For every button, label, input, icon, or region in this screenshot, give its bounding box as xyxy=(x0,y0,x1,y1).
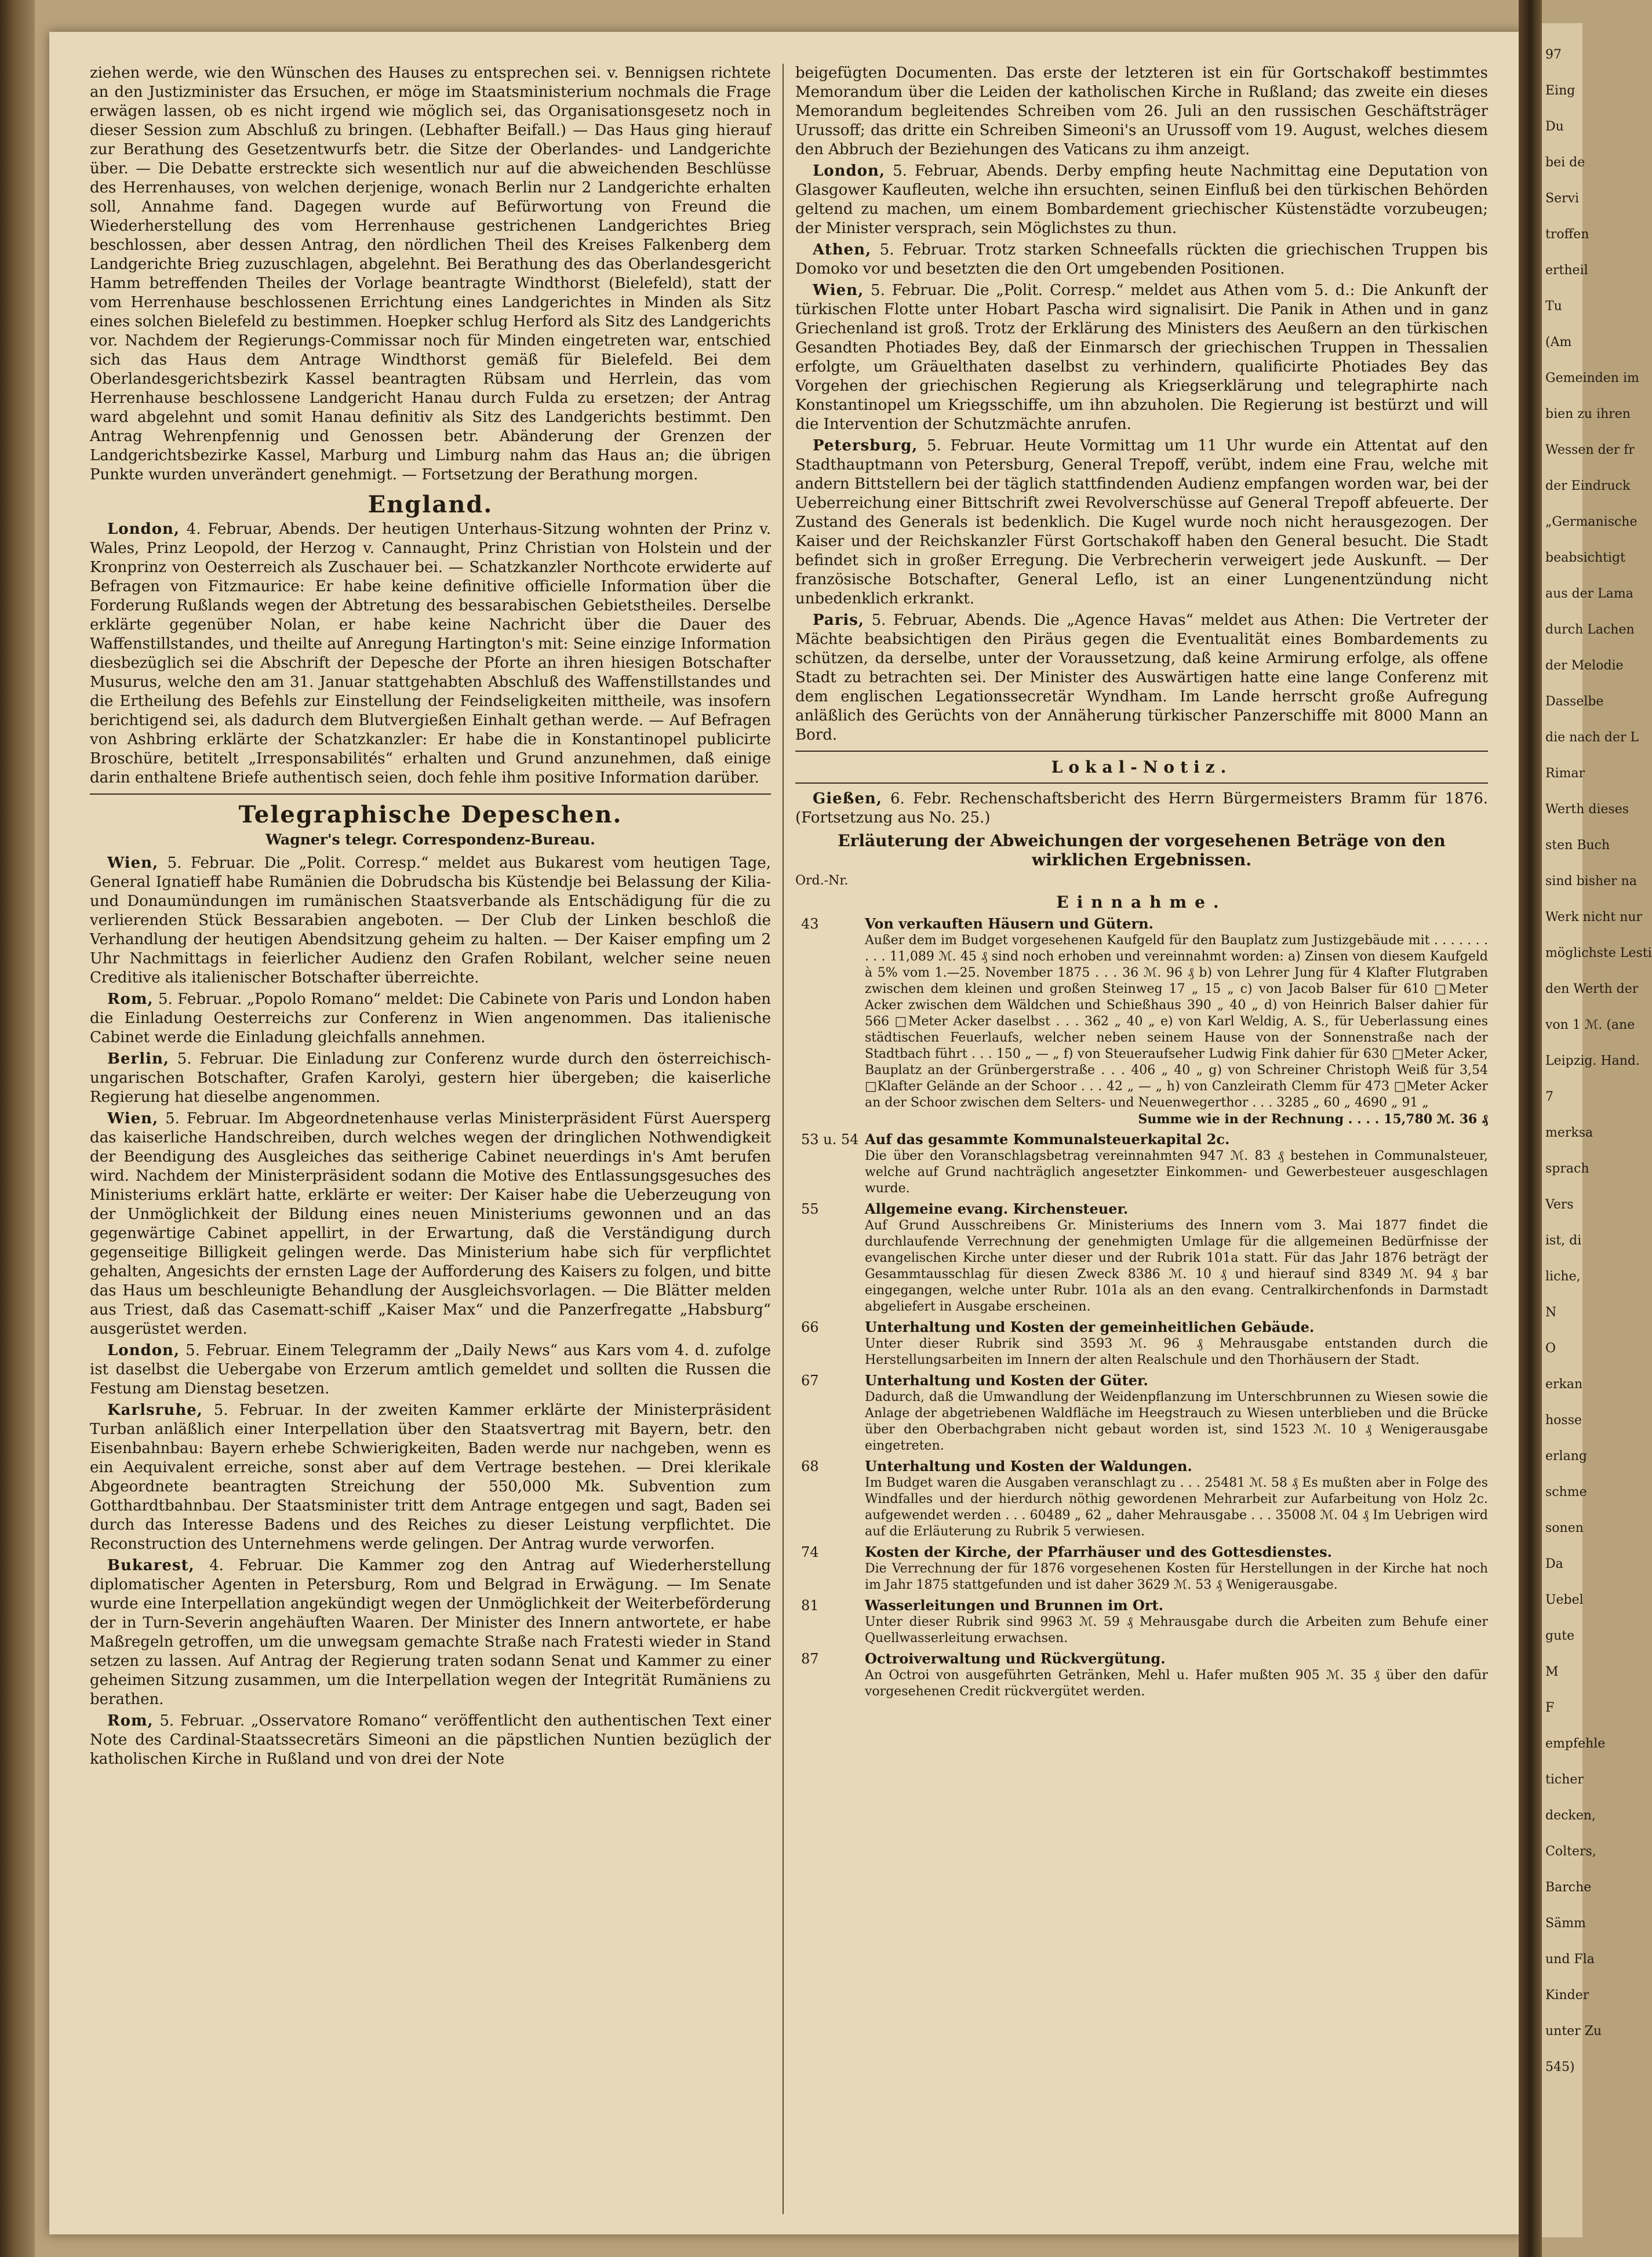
adjacent-page-fragment: Rimar xyxy=(1545,766,1585,781)
dispatch-text: 5. Februar. Im Abgeordnetenhause verlas Ministerpräsident Fürst Auersperg das kaiserliche Handschreiben, durch welches wegen der dringlichen Nothwendigkeit der Beendigung des Ausgleiches das seitherige Cabinet neuerdings in's Amt berufen wird. Nachdem der Ministerpräsident sodann die Motive des Entlassungsgesuches des Ministeriums erklärt hatte, erklärte er weiter: Der Kaiser habe die Ueberzeugung von der Unmöglichkeit der Bildung eines neuen Ministeriums gewonnen und an das gegenwärtige Cabinet appellirt, in der Erwartung, daß die Verständigung durch gegenseitige Billigkeit gelingen werde. Das Ministerium habe sich für verpflichtet gehalten, Angesichts der ernsten Lage der Aufforderung des Kaisers zu folgen, und bitte das Haus um beschleunigte Behandlung der Ausgleichsvorlagen. — Die Blätter melden aus Triest, daß das Casematt-schiff „Kaiser Max“ und die Panzerfregatte „Habsburg“ ausgerüstet werden. xyxy=(90,1110,771,1338)
dispatch xyxy=(90,1401,771,1554)
dateline: Rom, xyxy=(107,1712,154,1730)
adjacent-page-fragment: die nach der L xyxy=(1545,730,1639,745)
dateline: Athen, xyxy=(813,241,872,259)
article-text: 6. Febr. Rechenschaftsbericht des Herrn Bürgermeisters Bramm für 1876. (Fortsetzung aus No. 25.) xyxy=(795,790,1488,827)
item-text: Die über den Voranschlagsbetrag vereinnahmten 947 ℳ. 83 ₰ bestehen in Communalsteuer, welche auf Grund nachträglich angesetzter Einkommen- und Gewerbesteuer ausgeschlagen wurde. xyxy=(865,1149,1488,1196)
adjacent-page-fragment: unter Zu xyxy=(1545,2024,1602,2038)
item-title: Allgemeine evang. Kirchensteuer. xyxy=(865,1200,1129,1217)
item-total: Summe wie in der Rechnung . . . . 15,780 ℳ. 36 ₰ xyxy=(1138,1112,1488,1127)
account-item xyxy=(795,1131,1488,1197)
adjacent-page-fragment: 545) xyxy=(1545,2060,1575,2074)
item-body xyxy=(865,1458,1488,1540)
dispatch xyxy=(795,162,1488,238)
item-title: Kosten der Kirche, der Pfarrhäuser und des Gottesdienstes. xyxy=(865,1544,1332,1560)
adjacent-page-fragment: von 1 ℳ. (ane xyxy=(1545,1018,1635,1032)
item-number: 87 xyxy=(801,1651,819,1667)
adjacent-page-fragment: Kinder xyxy=(1545,1988,1589,2003)
dateline: Wien, xyxy=(813,282,864,299)
item-title: Wasserleitungen und Brunnen im Ort. xyxy=(865,1597,1163,1614)
item-title: Von verkauften Häusern und Gütern. xyxy=(865,915,1154,932)
adjacent-page-fragment: Wessen der fr xyxy=(1545,443,1635,457)
column-right xyxy=(795,64,1488,1703)
adjacent-page-fragment: erkan xyxy=(1545,1377,1583,1392)
dispatch xyxy=(90,854,771,988)
adjacent-page-fragment: möglichste Lesti xyxy=(1545,946,1652,960)
item-body xyxy=(865,1131,1488,1197)
dateline: London, xyxy=(107,520,180,538)
book-binding-left xyxy=(0,0,35,2257)
adjacent-page-fragment: Werth dieses xyxy=(1545,802,1629,817)
table-header xyxy=(795,873,1488,889)
dispatch-text: 5. Februar. Einem Telegramm der „Daily News“ aus Kars vom 4. d. zufolge ist daselbst die Uebergabe von Erzerum amtlich gemeldet und sollten die Russen die Festung am Dienstag besetzen. xyxy=(90,1342,771,1397)
adjacent-page-fragment: „Germanische xyxy=(1545,515,1638,529)
dateline: Wien, xyxy=(107,1110,159,1127)
adjacent-page-fragment: hosse xyxy=(1545,1413,1582,1428)
dispatch-list xyxy=(90,854,771,1769)
dateline: London, xyxy=(107,1342,180,1359)
book-gutter xyxy=(1519,0,1542,2257)
section-heading-england: England. xyxy=(367,491,493,518)
item-number: 67 xyxy=(801,1373,819,1389)
divider xyxy=(795,751,1488,752)
item-text: An Octroi von ausgeführten Getränken, Mehl u. Hafer mußten 905 ℳ. 35 ₰ über den dafür vorgesehenen Credit rückvergütet werden. xyxy=(865,1668,1488,1699)
adjacent-page-fragment: erlang xyxy=(1545,1449,1587,1464)
local-intro xyxy=(795,789,1488,828)
dateline: Karlsruhe, xyxy=(107,1401,203,1419)
item-number: 43 xyxy=(801,916,819,932)
report-title: Erläuterung der Abweichungen der vorgesehenen Beträge von den wirklichen Ergebnissen. xyxy=(838,831,1446,869)
dateline: London, xyxy=(813,162,886,180)
adjacent-page-fragment: Barche xyxy=(1545,1880,1592,1895)
adjacent-page-fragment: (Am xyxy=(1545,335,1572,350)
dispatch-text: 4. Februar. Die Kammer zog den Antrag auf Wiederherstellung diplomatischer Agenten in Petersburg, Rom und Belgrad in Erwägung. — Im Senate wurde eine Interpellation angekündigt wegen der Unmöglichkeit der Weiterbeförderung der in Turn-Severin angehäuften Waaren. Der Minister des Innern antwortete, er habe Maßregeln getroffen, um die unwegsam gemachte Straße nach Fratesti wieder in Stand setzen zu lassen. Auf Antrag der Regierung traten sodann Senat und Kammer zu einer geheimen Sitzung zusammen, um die Interpellation wegen der Integrität Rumäniens zu berathen. xyxy=(90,1557,771,1708)
adjacent-page-fragment: ist, di xyxy=(1545,1233,1582,1248)
item-number: 55 xyxy=(801,1201,819,1217)
adjacent-page-fragment: ticher xyxy=(1545,1772,1584,1787)
item-title: Unterhaltung und Kosten der gemeinheitlichen Gebäude. xyxy=(865,1319,1315,1335)
adjacent-page-fragment: und Fla xyxy=(1545,1952,1595,1967)
adjacent-page-strip xyxy=(1542,23,1652,2237)
adjacent-page-fragment: beabsichtigt xyxy=(1545,551,1625,565)
dateline: Bukarest, xyxy=(107,1557,195,1574)
item-number: 68 xyxy=(801,1458,819,1475)
item-body xyxy=(865,1544,1488,1593)
article-continuation: ziehen werde, wie den Wünschen des Hauses zu entsprechen sei. v. Bennigsen richtete an den Justizminister das Ersuchen, er möge im Staatsministerium nochmals die Frage erwägen lassen, ob es nicht irgend wie möglich sei, das Organisationsgesetz noch in dieser Session zum Abschluß zu bringen. (Lebhafter Beifall.) — Das Haus ging hierauf zur Berathung des Gesetzentwurfs betr. die Sitze der Oberlandes- und Landgerichte über. — Die Debatte erstreckte sich wesentlich nur auf die abweichenden Beschlüsse des Herrenhauses, von welchen derjenige, wonach Berlin nur 2 Landgerichte erhalten soll, Annahme fand. Dagegen wurde auf Befürwortung von Freund die Wiederherstellung des vom Herrenhause gestrichenen Landgerichtes Brieg beschlossen, aber dessen Antrag, den nördlichen Theil des Kreises Falkenberg dem Landgerichte Brieg zuzuschlagen, abgelehnt. Bei Berathung des das Oberlandesgericht Hamm betreffenden Theiles der Vorlage beantragte Windthorst (Bielefeld), statt der vom Herrenhause beschlossenen Errichtung eines Landgerichtes in Minden als Sitz eines solchen Bielefeld zu bestimmen. Hoepker schlug Herford als Sitz des Landgerichts vor. Nachdem der Regierungs-Commissar noch für Minden eingetreten war, entschied sich das Haus dem Antrage Windthorst gemäß für Bielefeld. Bei dem Oberlandesgerichtsbezirk Kassel beantragten Rübsam und Herrlein, das vom Herrenhause beschlossene Landgericht Hanau durch Fulda zu ersetzen; der Antrag ward abgelehnt und somit Hanau definitiv als Sitz des Landgerichts bestimmt. Den Antrag Wehrenpfennig und Genossen betr. Abänderung der Grenzen der Landgerichtsbezirke Kassel, Marburg und Limburg nahm das Haus an; die übrigen Punkte wurden unverändert genehmigt. — Fortsetzung der Berathung morgen. xyxy=(90,64,771,483)
adjacent-page-fragment: aus der Lama xyxy=(1545,587,1633,601)
account-item xyxy=(795,1372,1488,1454)
adjacent-page-fragment: decken, xyxy=(1545,1808,1596,1823)
adjacent-page-fragment: M xyxy=(1545,1665,1559,1679)
item-body xyxy=(865,1372,1488,1454)
dateline: Petersburg, xyxy=(813,437,918,454)
adjacent-page-fragment: bien zu ihren xyxy=(1545,407,1631,421)
dateline: Paris, xyxy=(813,611,864,629)
dispatch xyxy=(795,611,1488,745)
adjacent-page-fragment: merksa xyxy=(1545,1126,1593,1140)
account-item xyxy=(795,1319,1488,1368)
adjacent-page-fragment: Da xyxy=(1545,1557,1563,1571)
adjacent-page-fragment: Leipzig. Hand. xyxy=(1545,1054,1640,1068)
item-text: Die Verrechnung der für 1876 vorgesehenen Kosten für Herstellungen in der Kirche hat noch im Jahr 1875 stattgefunden und ist daher 3629 ℳ. 53 ₰ Wenigerausgabe. xyxy=(865,1561,1488,1592)
adjacent-page-fragment: O xyxy=(1545,1341,1556,1356)
item-text: Auf Grund Ausschreibens Gr. Ministeriums des Innern vom 3. Mai 1877 findet die durchlaufende Verrechnung der genehmigten Umlage für die allgemeinen Bedürfnisse der evangelischen Kirche unter dieser und der Rubrik 101a statt. Für das Jahr 1876 beträgt der Gesammtausschlag für diesen Zweck 8386 ℳ. 10 ₰ und hierauf sind 8349 ℳ. 94 ₰ bar eingegangen, welche unter Rubr. 101a als an den evang. Centralkirchenfonds in Darmstadt abgeliefert in Ausgabe erscheinen. xyxy=(865,1218,1488,1314)
item-body xyxy=(865,1200,1488,1315)
item-body xyxy=(865,1650,1488,1700)
account-item xyxy=(795,1650,1488,1700)
column-divider xyxy=(783,64,784,2214)
column-left xyxy=(90,64,771,1771)
dispatch-list xyxy=(795,162,1488,745)
adjacent-page-fragment: sind bisher na xyxy=(1545,874,1637,889)
dispatch-text: 5. Februar. Die Einladung zur Conferenz wurde durch den österreichisch-ungarischen Botschafter, Grafen Karolyi, gestern hier übergeben; die kaiserliche Regierung hat dieselbe angenommen. xyxy=(90,1050,771,1106)
einnahme-heading: Einnahme. xyxy=(1056,893,1227,912)
item-text: Außer dem im Budget vorgesehenen Kaufgeld für den Bauplatz zum Justizgebäude mit . . . . . . . . . . 11,089 ℳ. 45 ₰ sind noch erhoben und vereinnahmt worden: a) Zinsen von diesem Kaufgeld à 5% vom 1.—25. November 1875 . . . 36 ℳ. 96 ₰ b) von Lehrer Jung für 4 Klafter Flutgraben zwischen dem kleinen und großen Steinweg 17 „ 15 „ c) von Jacob Balser für 610 □Meter Acker zwischen dem Wäldchen und Schießhaus 390 „ 40 „ d) von Heinrich Balser dahier für 566 □Meter Acker daselbst . . . 362 „ 40 „ e) von Karl Weldig, A. S., für Ueberlassung eines städtischen Feuerlaufs, welcher neben seinem Hause von der Sonnenstraße nach der Stadtbach führt . . . 150 „ — „ f) von Steueraufseher Ludwig Fink dahier für 630 □Meter Acker, Bauplatz an der Grünbergerstraße . . . 406 „ 40 „ g) von Schreiner Christoph Weiß für 3,54 □Klafter Gelände an der Schoor . . . 42 „ — „ h) von Canzleirath Clemm für 473 □Meter Acker an der Schoor zwischen dem Selters- und Neuenwegerthor . . . 3285 „ 60 „ 4690 „ 91 „ xyxy=(865,933,1488,1110)
adjacent-page-fragment: Tu xyxy=(1545,299,1562,314)
item-body xyxy=(865,1597,1488,1647)
dispatch xyxy=(90,1712,771,1769)
account-item xyxy=(795,1597,1488,1647)
section-heading-local: Lokal-Notiz. xyxy=(1051,758,1232,777)
dispatch-text: 5. Februar. „Popolo Romano“ meldet: Die Cabinete von Paris und London haben die Einladung Oesterreichs zur Conferenz in Wien angenommen. Das italienische Cabinet werde die Einladung gleichfalls annehmen. xyxy=(90,991,771,1046)
adjacent-page-fragment: Colters, xyxy=(1545,1844,1596,1859)
adjacent-page-fragment: liche, xyxy=(1545,1269,1581,1284)
adjacent-page-fragment: ertheil xyxy=(1545,263,1588,278)
item-number: 53 u. 54 xyxy=(801,1131,859,1148)
adjacent-page-fragment: troffen xyxy=(1545,227,1589,242)
adjacent-page-fragment: den Werth der xyxy=(1545,982,1639,996)
account-item xyxy=(795,1200,1488,1315)
dispatch-text: 5. Februar, Abends. Die „Agence Havas“ meldet aus Athen: Die Vertreter der Mächte beabsichtigen den Piräus gegen die Eventualität eines Bombardements zu schützen, da derselbe, unter der Voraussetzung, daß keine Armirung erfolge, als offene Stadt zu betrachten sei. Der Minister des Auswärtigen hatte eine lange Conferenz mit dem englischen Legationssecretär Wyndham. Im Lande herrscht große Aufregung anläßlich des Gerüchts von der Annäherung türkischer Panzerschiffe mit 8000 Mann an Bord. xyxy=(795,611,1488,744)
dispatch-text: 5. Februar, Abends. Derby empfing heute Nachmittag eine Deputation von Glasgower Kaufleuten, welche ihn ersuchten, seinen Einfluß bei den türkischen Behörden geltend zu machen, um einem Bombardement griechischer Küstenstädte vorzubeugen; der Minister versprach, sein Möglichstes zu thun. xyxy=(795,162,1488,237)
adjacent-page-fragment: Werk nicht nur xyxy=(1545,910,1643,924)
dateline: Gießen, xyxy=(813,790,882,807)
account-item xyxy=(795,1458,1488,1540)
adjacent-page-fragment: bei de xyxy=(1545,155,1585,170)
dateline: Berlin, xyxy=(107,1050,169,1068)
adjacent-page-fragment: gute xyxy=(1545,1629,1575,1643)
adjacent-page-fragment: durch Lachen xyxy=(1545,623,1635,637)
adjacent-page-fragment: Eing xyxy=(1545,83,1575,98)
dispatch-text: 5. Februar. Trotz starken Schneefalls rückten die griechischen Truppen bis Domoko vor und besetzten die den Ort umgebenden Positionen. xyxy=(795,241,1488,278)
adjacent-page-fragment: F xyxy=(1545,1701,1555,1715)
dispatch xyxy=(795,436,1488,609)
article-continuation: beigefügten Documenten. Das erste der letzteren ist ein für Gortschakoff bestimmtes Memorandum über die Leiden der katholischen Kirche in Rußland; das zweite ein dieses Memorandum begleitendes Schreiben vom 26. Juli an den russischen Geschäftsträger Urussoff; das dritte ein Schreiben Simeoni's an Urussoff vom 19. August, welches diesem den Abbruch der Beziehungen des Vaticans zu ihm anzeigt. xyxy=(795,64,1488,158)
dispatch-text: 5. Februar. „Osservatore Romano“ veröffentlicht den authentischen Text einer Note des Cardinal-Staatssecretärs Simeoni an die päpstlichen Nuntien bezüglich der katholischen Kirche in Rußland und von drei der Note xyxy=(90,1712,771,1768)
dispatch xyxy=(90,990,771,1047)
section-heading-telegrams: Telegraphische Depeschen. xyxy=(238,801,623,828)
item-title: Auf das gesammte Kommunalsteuerkapital 2c. xyxy=(865,1131,1230,1148)
ord-label: Ord.-Nr. xyxy=(795,873,849,888)
item-body xyxy=(865,1319,1488,1368)
item-text: Dadurch, daß die Umwandlung der Weidenpflanzung im Unterschbrunnen zu Wiesen sowie die Anlage der abgetriebenen Waldfläche im Heegstrauch zu Wiesen unterblieben und die Brücke über den Oberbachgraben nicht gebaut worden ist, sind 1523 ℳ. 10 ₰ Wenigerausgabe eingetreten. xyxy=(865,1390,1488,1453)
adjacent-page-fragment: sonen xyxy=(1545,1521,1584,1535)
dispatch xyxy=(90,1050,771,1107)
dispatch xyxy=(795,241,1488,279)
account-items xyxy=(795,915,1488,1700)
dispatch xyxy=(795,281,1488,434)
dateline: Wien, xyxy=(107,854,159,872)
account-item xyxy=(795,915,1488,1127)
adjacent-page-fragment: 97 xyxy=(1545,48,1562,62)
dispatch xyxy=(90,1109,771,1339)
dispatch-text: 5. Februar. In der zweiten Kammer erklärte der Ministerpräsident Turban anläßlich einer Interpellation über den Staatsvertrag mit Bayern, betr. den Eisenbahnbau: Bayern erhebe Schwierigkeiten, Baden werde nur nachgeben, wenn es ein Aequivalent erreiche, sonst aber auf dem Vertrage bestehen. — Drei klerikale Abgeordnete beantragten Streichung der 550,000 Mk. Subvention zum Gotthardtbahnbau. Der Staatsminister tritt dem Antrage entgegen und sagt, Baden sei durch das Interesse Badens und des Reiches zu dieser Leistung verpflichtet. Die Reconstruction des Unternehmens werde gelingen. Der Antrag wurde verworfen. xyxy=(90,1401,771,1553)
dispatch-text: 5. Februar. Heute Vormittag um 11 Uhr wurde ein Attentat auf den Stadthauptmann von Petersburg, General Trepoff, verübt, indem eine Frau, welche mit andern Bittstellern bei der täglich stattfindenden Audienz empfangen worden war, bei der Ueberreichung einer Bittschrift zwei Revolverschüsse auf General Trepoff abfeuerte. Der Zustand des Generals ist bedenklich. Die Kugel wurde noch nicht herausgezogen. Der Kaiser und der Reichskanzler Fürst Gortschakoff haben den General besucht. Die Stadt befindet sich in großer Erregung. Die Verbrecherin verweigert jede Auskunft. — Der französische Botschafter, General Leflo, ist an einer Lungenentzündung nicht unbedenklich erkrankt. xyxy=(795,437,1488,607)
section-subheading: Wagner's telegr. Correspondenz-Bureau. xyxy=(265,831,595,848)
item-title: Unterhaltung und Kosten der Waldungen. xyxy=(865,1458,1192,1475)
dateline: Rom, xyxy=(107,991,154,1008)
adjacent-page-fragment: Vers xyxy=(1545,1197,1574,1212)
adjacent-page-fragment: schme xyxy=(1545,1485,1587,1499)
item-text: Unter dieser Rubrik sind 3593 ℳ. 96 ₰ Mehrausgabe entstanden durch die Herstellungsarbeiten im Innern der alten Realschule und den Thorhäusern der Stadt. xyxy=(865,1337,1488,1367)
item-number: 81 xyxy=(801,1597,819,1614)
adjacent-page-fragment: der Melodie xyxy=(1545,658,1624,673)
article-text: 4. Februar, Abends. Der heutigen Unterhaus-Sitzung wohnten der Prinz v. Wales, Prinz Leopold, der Herzog v. Cannaught, Prinz Christian von Holstein und der Kronprinz von Oesterreich als Zuschauer bei. — Schatzkanzler Northcote erwiderte auf Befragen von Fitzmaurice: Er habe keine definitive officielle Information über die Forderung Rußlands wegen der Abtretung des bessarabischen Gebietstheiles. Derselbe erklärte gegenüber Nolan, er habe keine Nachricht über die Dauer des Waffenstillstandes, und theilte auf Anregung Hartington's mit: Seine einzige Information diesbezüglich sei die Abschrift der Depesche der Pforte an ihren hiesigen Botschafter Musurus, welche den am 31. Januar stattgehabten Abschluß des Waffenstillstandes und die Ertheilung des Befehls zur Einstellung der Feindseligkeiten mittheile, was insofern berichtigend sei, als dadurch dem Blutvergießen Einhalt gethan werde. — Auf Befragen von Ashbring erklärte der Schatzkanzler: Er habe die in Konstantinopel publicirte Broschüre, betitelt „Irresponsabilités“ erhalten und Grund anzunehmen, daß einige darin enthaltene Briefe authentisch seien, doch fehle ihm positive Information darüber. xyxy=(90,520,771,787)
dispatch xyxy=(90,1556,771,1709)
adjacent-page-fragment: 7 xyxy=(1545,1090,1553,1104)
dispatch xyxy=(90,1341,771,1399)
dispatch-text: 5. Februar. Die „Polit. Corresp.“ meldet aus Bukarest vom heutigen Tage, General Ignatieff habe Rumänien die Dobrudscha bis Küstendje bei Belassung der Kilia- und Donaumündungen im rumänischen Staatsverbande als Entschädigung für die zu verlierenden Stück Bessarabien angeboten. — Der Club der Linken beschloß die Verhandlung der heutigen Abendsitzung geheim zu halten. — Der Kaiser empfing um 2 Uhr Nachmittags in feierlicher Audienz den Grafen Robilant, welcher seine neuen Creditive als italienischer Botschafter überreichte. xyxy=(90,854,771,986)
divider xyxy=(795,782,1488,784)
adjacent-page-fragment: Gemeinden im xyxy=(1545,371,1639,385)
adjacent-page-fragment: Dasselbe xyxy=(1545,694,1604,709)
adjacent-page-fragment: empfehle xyxy=(1545,1737,1606,1751)
divider xyxy=(90,793,771,795)
item-title: Octroiverwaltung und Rückvergütung. xyxy=(865,1650,1166,1667)
adjacent-page-fragment: Servi xyxy=(1545,191,1580,206)
adjacent-page-fragment: sprach xyxy=(1545,1162,1589,1176)
account-item xyxy=(795,1544,1488,1593)
adjacent-page-fragment: Uebel xyxy=(1545,1593,1584,1607)
adjacent-page-fragment: N xyxy=(1545,1305,1557,1320)
item-text: Unter dieser Rubrik sind 9963 ℳ. 59 ₰ Mehrausgabe durch die Arbeiten zum Behufe einer Quellwasserleitung erwachsen. xyxy=(865,1615,1488,1646)
adjacent-page-fragment: Sämm xyxy=(1545,1916,1586,1931)
item-title: Unterhaltung und Kosten der Güter. xyxy=(865,1372,1148,1389)
item-body xyxy=(865,915,1488,1127)
adjacent-page-fragment: sten Buch xyxy=(1545,838,1610,853)
adjacent-page-fragment: Du xyxy=(1545,119,1564,134)
item-number: 66 xyxy=(801,1319,819,1335)
item-number: 74 xyxy=(801,1544,819,1560)
dispatch-text: 5. Februar. Die „Polit. Corresp.“ meldet aus Athen vom 5. d.: Die Ankunft der türkischen Flotte unter Hobart Pascha wird signalisirt. Die Panik in Athen und in ganz Griechenland ist groß. Trotz der Erklärung des Ministers des Aeußern an den türkischen Gesandten Photiades Bey, daß der Einmarsch der griechischen Truppen in Thessalien erfolgte, um Gräuelthaten daselbst zu verhindern, qualificirte Photiades Bey das Vorgehen der griechischen Regierung als Kriegserklärung und telegraphirte nach Konstantinopel um Kriegsschiffe, um ihn abzuholen. Die Regierung ist bestürzt und will die Intervention der Schutzmächte anrufen. xyxy=(795,282,1488,433)
adjacent-page-fragment: der Eindruck xyxy=(1545,479,1631,493)
item-text: Im Budget waren die Ausgaben veranschlagt zu . . . 25481 ℳ. 58 ₰ Es mußten aber in Folge des Windfalles und der hierdurch nöthig gewordenen Mehrarbeit zur Aufarbeitung von Holz 2c. aufgewendet werden . . . 60489 „ 62 „ daher Mehrausgabe . . . 35008 ℳ. 04 ₰ Im Uebrigen wird auf die Erläuterung zu Rubrik 5 verwiesen. xyxy=(865,1476,1488,1539)
england-article xyxy=(90,520,771,788)
